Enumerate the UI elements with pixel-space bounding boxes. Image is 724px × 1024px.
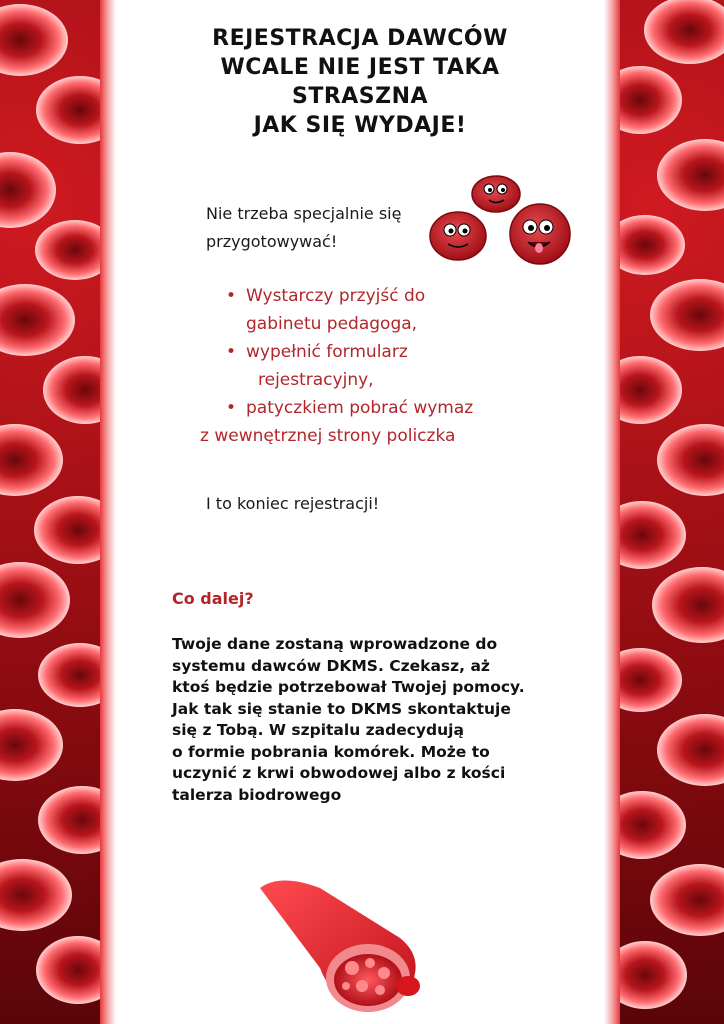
intro-text (206, 200, 426, 256)
step-3-line-2: z wewnętrznej strony policzka (200, 426, 456, 446)
list-item (200, 282, 530, 338)
title-line-1: REJESTRACJA DAWCÓW (212, 26, 508, 51)
paragraph-line-5: się z Tobą. W szpitalu zadecydują (172, 721, 464, 739)
steps-list (200, 282, 530, 450)
step-1-line-1: Wystarczy przyjść do (246, 286, 426, 306)
paragraph-line-6: o formie pobrania komórek. Może to (172, 742, 490, 761)
bullet: • (226, 286, 237, 306)
step-1-line-2: gabinetu pedagoga, (246, 314, 418, 334)
blood-cell-pattern-right (620, 0, 724, 1024)
content-frame (100, 0, 620, 1024)
bullet: • (226, 342, 237, 362)
left-blood-cell-border (0, 0, 100, 1024)
step-3-line-1: patyczkiem pobrać wymaz (246, 398, 474, 418)
title-line-3: STRASZNA (291, 84, 429, 109)
ending-text: I to koniec rejestracji! (206, 494, 380, 513)
list-item (200, 338, 530, 394)
paragraph-line-4: Jak tak się stanie to DKMS skontaktuje (172, 699, 511, 718)
title-line-4: JAK SIĘ WYDAJE! (253, 113, 467, 138)
title-line-2: WCALE NIE JEST TAKA (220, 55, 500, 80)
intro-line-2: przygotowywać! (206, 232, 338, 251)
info-paragraph (172, 634, 554, 806)
blood-cell-pattern-left (0, 0, 100, 1024)
step-2-line-1: wypełnić formularz (246, 342, 408, 362)
paragraph-line-7: uczynić z krwi obwodowej albo z kości (172, 764, 506, 782)
page-title (140, 24, 580, 140)
question-heading: Co dalej? (172, 589, 254, 608)
paragraph-line-1: Twoje dane zostaną wprowadzone do (172, 635, 498, 653)
right-blood-cell-border (620, 0, 724, 1024)
list-item (200, 394, 530, 450)
blood-vessel-icon (250, 868, 430, 1022)
paragraph-line-2: systemu dawców DKMS. Czekasz, aż (172, 656, 490, 675)
paragraph-line-3: ktoś będzie potrzebował Twojej pomocy. (172, 678, 525, 696)
intro-line-1: Nie trzeba specjalnie się (206, 204, 402, 223)
step-2-line-2: rejestracyjny, (258, 370, 374, 390)
bullet: • (226, 398, 237, 418)
paragraph-line-8: talerza biodrowego (172, 785, 342, 804)
cartoon-blood-cells-icon (426, 172, 576, 276)
